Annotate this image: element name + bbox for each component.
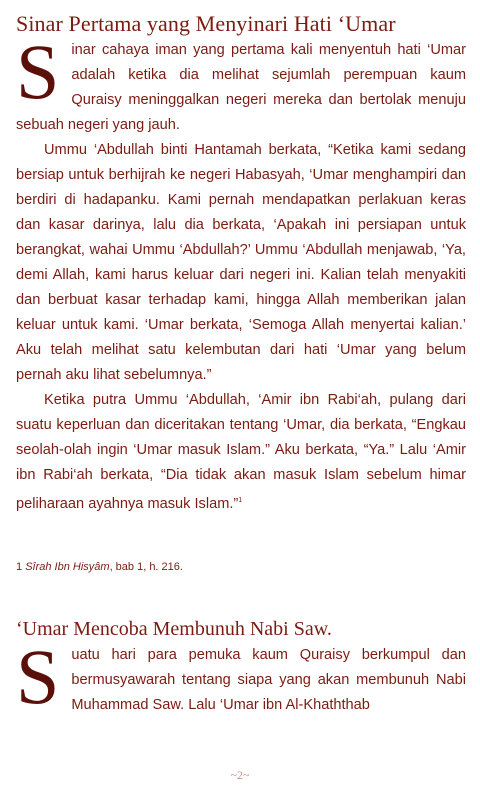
paragraph-text: uatu hari para pemuka kaum Quraisy berkumpul dan bermusyawarah tentang siapa yang akan membunuh Nabi Muhammad Saw. Lalu ‘Umar ibn Al-Khaththab — [71, 646, 466, 713]
paragraph — [16, 138, 466, 388]
footnote-source: Sîrah Ibn Hisyâm — [25, 560, 110, 573]
section-body — [16, 28, 466, 517]
paragraph — [16, 632, 466, 720]
page-number: ~2~ — [230, 768, 250, 782]
drop-cap: S — [16, 28, 60, 115]
section-title: Sinar Pertama yang Menyinari Hati ‘Umar — [16, 11, 396, 36]
paragraph-text: Ummu ‘Abdullah binti Hantamah berkata, “Ketika kami sedang bersiap untuk berhijrah ke negeri Habasyah, ‘Umar menghampiri dan berdiri di hadapanku. Kami pernah mendapatkan perlakuan keras dan kasar darinya, lalu dia berkata, ‘Apakah ini persiapan untuk berangkat, wahai Ummu ‘Abdullah?’ Ummu ‘Abdullah menjawab, ‘Ya, demi Allah, kami harus keluar dari negeri ini. Kalian telah menyakiti dan berbuat kasar terhadap kami, hingga Allah memberikan jalan keluar untuk kami. ‘Umar berkata, ‘Semoga Allah menyertai kalian.’ Aku telah melihat satu kelembutan dari hati ‘Umar yang belum pernah aku lihat sebelumnya.” — [16, 142, 466, 383]
footnote-detail: , bab 1, h. 216. — [109, 560, 183, 573]
paragraph-text: inar cahaya iman yang pertama kali menyentuh hati ‘Umar adalah ketika dia melihat sejumlah perempuan kaum Quraisy meninggalkan negeri mereka dan bertolak menuju sebuah negeri yang jauh. — [16, 42, 466, 133]
footnote-number: 1 — [16, 560, 23, 573]
paragraph — [16, 28, 466, 138]
page-content — [16, 12, 466, 718]
footnote-reference[interactable]: 1 — [238, 497, 243, 504]
paragraph — [16, 388, 466, 517]
footnote — [16, 561, 466, 573]
drop-cap: S — [16, 632, 60, 720]
paragraph-text: Ketika putra Ummu ‘Abdullah, ‘Amir ibn Rabi‘ah, pulang dari suatu keperluan dan diceritakan tentang ‘Umar, dia berkata, “Engkau seolah-olah ingin ‘Umar masuk Islam.” Aku berkata, “Ya.” Lalu ‘Amir ibn Rabi‘ah berkata, “Dia tidak akan masuk Islam sebelum himar peliharaan ayahnya masuk Islam.” — [16, 392, 466, 512]
section-body — [16, 632, 466, 720]
section-title: ‘Umar Mencoba Membunuh Nabi Saw. — [16, 617, 332, 640]
